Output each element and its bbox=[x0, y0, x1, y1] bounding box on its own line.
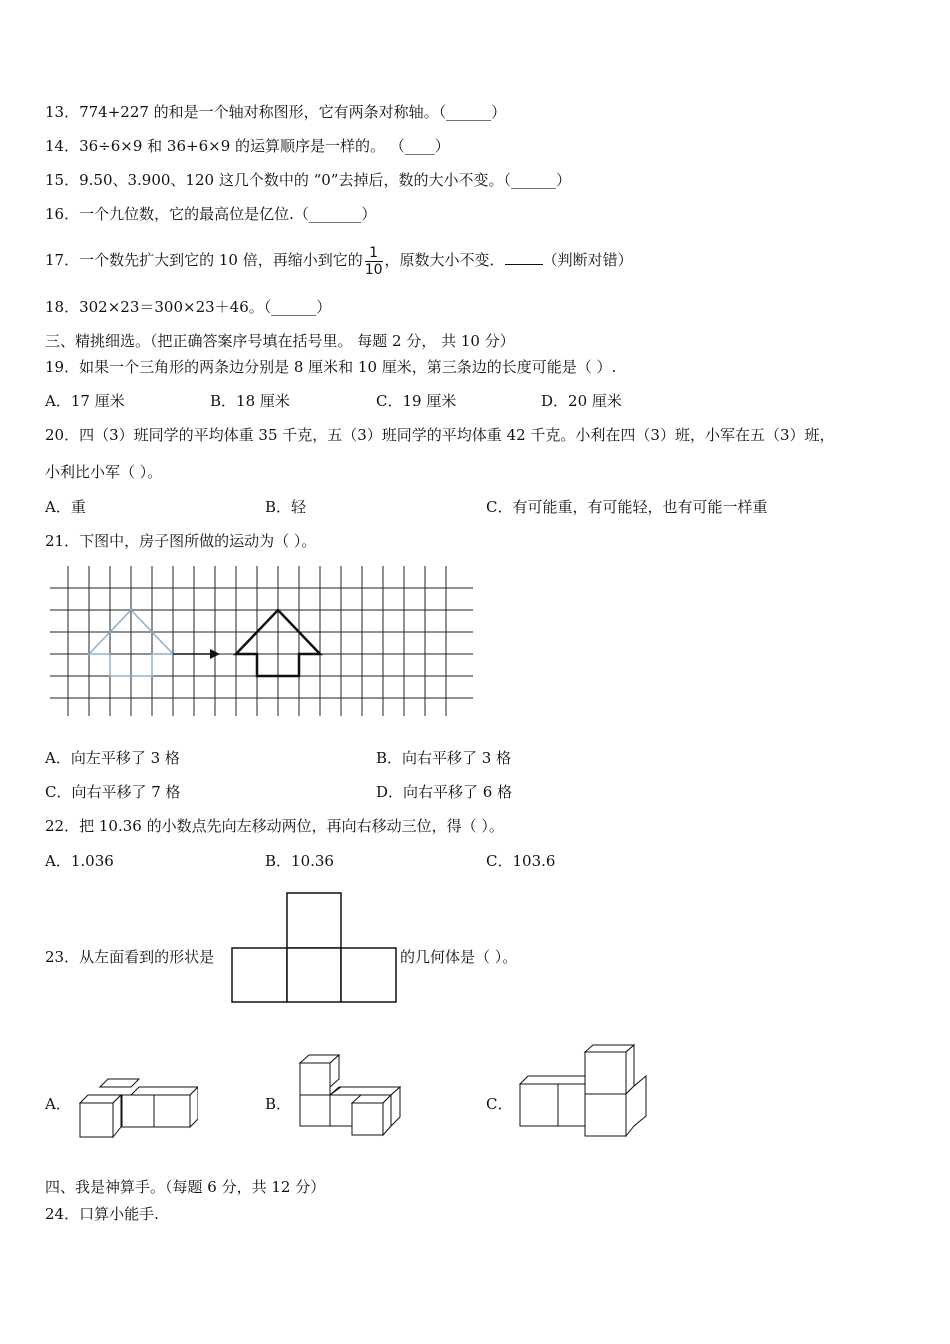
option-b-solid bbox=[298, 1052, 403, 1140]
q19-option-c[interactable]: C．19 厘米 bbox=[376, 392, 457, 410]
fraction-denominator: 10 bbox=[364, 261, 383, 278]
question-17-text: 17．一个数先扩大到它的 10 倍，再缩小到它的 bbox=[45, 251, 363, 269]
q22-option-c[interactable]: C．103.6 bbox=[486, 852, 556, 870]
question-15: 15．9.50、3.900、120 这几个数中的 “0”去掉后，数的大小不变。（______） bbox=[45, 171, 571, 189]
q23-option-a[interactable]: A． bbox=[45, 1095, 71, 1113]
question-18: 18．302×23＝300×23＋46。（______） bbox=[45, 298, 332, 316]
question-17 bbox=[45, 240, 633, 280]
q23-option-c[interactable]: C． bbox=[486, 1095, 513, 1113]
q20-option-c[interactable]: C．有可能重，有可能轻，也有可能一样重 bbox=[486, 498, 768, 516]
question-20-line2: 小利比小军（ ）。 bbox=[45, 463, 163, 481]
question-14: 14．36÷6×9 和 36+6×9 的运算顺序是一样的。 （____） bbox=[45, 137, 450, 155]
question-19: 19．如果一个三角形的两条边分别是 8 厘米和 10 厘米，第三条边的长度可能是（ ）. bbox=[45, 358, 617, 376]
q23-option-b[interactable]: B． bbox=[265, 1095, 292, 1113]
q21-option-c[interactable]: C．向右平移了 7 格 bbox=[45, 783, 181, 801]
option-a-solid bbox=[78, 1076, 198, 1140]
q22-option-a[interactable]: A．1.036 bbox=[45, 852, 114, 870]
section-3-heading: 三、精挑细选。（把正确答案序号填在括号里。 每题 2 分， 共 10 分） bbox=[45, 332, 515, 350]
question-22: 22．把 10.36 的小数点先向左移动两位，再向右移动三位，得（ ）。 bbox=[45, 817, 504, 835]
question-13: 13．774+227 的和是一个轴对称图形，它有两条对称轴。（______） bbox=[45, 103, 507, 121]
question-16: 16．一个九位数，它的最高位是亿位.（_______） bbox=[45, 205, 377, 223]
question-24: 24．口算小能手. bbox=[45, 1205, 159, 1223]
q21-option-a[interactable]: A．向左平移了 3 格 bbox=[45, 749, 180, 767]
question-17-text-after: ，原数大小不变． bbox=[384, 251, 505, 269]
q21-option-b[interactable]: B．向右平移了 3 格 bbox=[376, 749, 512, 767]
q20-option-b[interactable]: B．轻 bbox=[265, 498, 307, 516]
section-4-heading: 四、我是神算手。（每题 6 分，共 12 分） bbox=[45, 1178, 326, 1196]
q21-option-d[interactable]: D．向右平移了 6 格 bbox=[376, 783, 513, 801]
fraction-numerator: 1 bbox=[369, 244, 379, 261]
q19-option-d[interactable]: D．20 厘米 bbox=[541, 392, 622, 410]
question-17-judge: （判断对错） bbox=[542, 251, 633, 269]
left-view-shape bbox=[231, 892, 398, 1004]
option-c-solid bbox=[518, 1044, 650, 1140]
question-23-before: 23．从左面看到的形状是 bbox=[45, 948, 215, 966]
q19-option-b[interactable]: B．18 厘米 bbox=[210, 392, 290, 410]
q20-option-a[interactable]: A．重 bbox=[45, 498, 86, 516]
q19-option-a[interactable]: A．17 厘米 bbox=[45, 392, 125, 410]
grid-lines bbox=[50, 566, 473, 716]
question-21: 21．下图中，房子图所做的运动为（ ）。 bbox=[45, 532, 317, 550]
fraction-one-tenth bbox=[365, 245, 383, 278]
answer-blank[interactable] bbox=[505, 250, 543, 265]
question-20-line1: 20．四（3）班同学的平均体重 35 千克，五（3）班同学的平均体重 42 千克。小利在四（3）班，小军在五（3）班， bbox=[45, 426, 835, 444]
translation-grid-figure bbox=[48, 566, 476, 720]
q22-option-b[interactable]: B．10.36 bbox=[265, 852, 334, 870]
question-23-after: 的几何体是（ ）。 bbox=[400, 948, 518, 966]
